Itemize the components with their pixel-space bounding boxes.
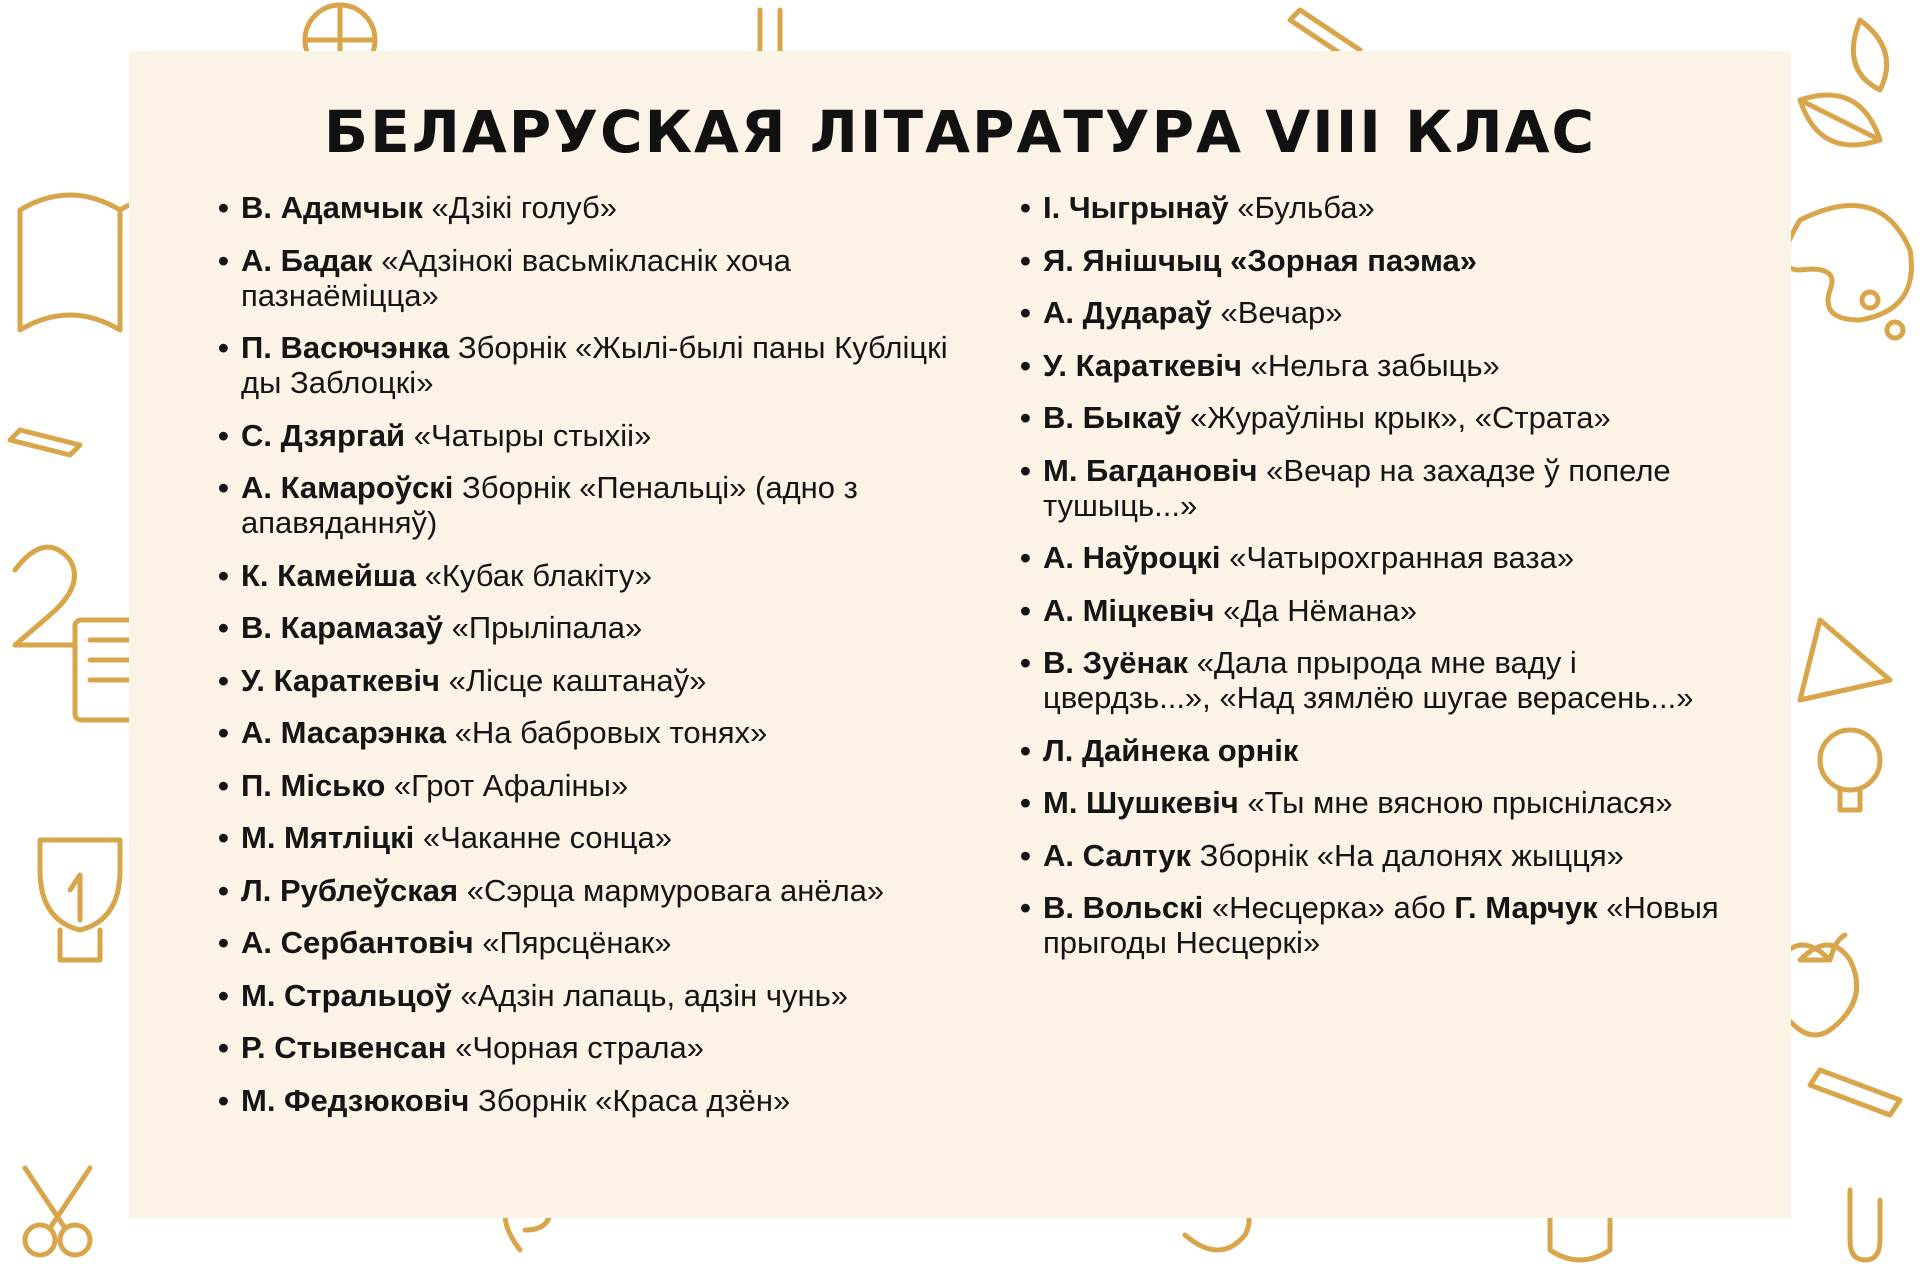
author-name: І. Чыгрынаў [1043,190,1229,225]
author-name: В. Карамазаў [241,610,443,645]
work-title: «Адзін лапаць, адзін чунь» [451,977,849,1013]
reading-list-item [218,330,958,400]
author-name: А. Міцкевіч [1043,592,1215,628]
palette-icon [1785,205,1911,338]
work-title: «Да Нёмана» [1214,592,1418,628]
reading-list-item [1020,733,1720,768]
reading-list-item [1020,890,1720,960]
reading-list-item [1020,645,1720,715]
work-title: «Бульба» [1228,190,1375,225]
author-name: Л. Дайнека орнік [1043,732,1299,768]
author-name: М. Стральцоў [241,977,452,1013]
author-name: У. Караткевіч [241,662,440,698]
work-title: «Лісце каштанаў» [439,662,707,698]
work-title: «Адзінокі васьмікласнік хоча пазнаёміцца» [241,242,791,313]
work-title: Зборнік «На далонях жыцця» [1191,837,1624,873]
reading-list-item [1020,190,1720,225]
author-name: А. Бадак [241,242,373,278]
author-name: М. Федзюковіч [241,1082,470,1118]
author-name: А. Салтук [1043,837,1192,873]
author-name: П. Місько [241,767,386,803]
leaf-icon [1853,20,1886,90]
work-title: «Вечар на захадзе ў попеле тушыць...» [1043,452,1671,523]
reading-list-item [1020,540,1720,575]
reading-list-item [218,768,958,803]
author-name: К. Камейша [241,557,416,593]
author-name: М. Багдановіч [1043,452,1258,488]
author-name: А. Сербантовіч [241,925,474,960]
author-name: П. Васючэнка [241,330,450,365]
pencil-icon [1810,1070,1900,1115]
reading-list-item [218,820,958,855]
work-title: «Ты мне вясною прыснілася» [1238,785,1673,820]
reading-list-item [218,873,958,908]
reading-list-item [1020,785,1720,820]
work-title: «Чатырохгранная ваза» [1220,540,1575,575]
reading-list-item [1020,243,1720,278]
work-title: Зборнік «Краса дзён» [469,1082,791,1118]
pencil-icon [10,430,80,455]
author-name: Р. Стывенсан [241,1030,447,1065]
author-name: М. Мятліцкі [241,820,415,855]
scissors-icon [25,1168,90,1255]
author-name: В. Быкаў [1043,400,1182,435]
reading-list-item [218,243,958,313]
reading-list-left [218,190,958,1135]
work-title: «Кубак блакіту» [416,557,652,593]
reading-list-item [218,1030,958,1065]
author-name: В. Зуёнак [1043,645,1188,680]
reading-list-item [1020,453,1720,523]
trophy-icon [40,840,120,960]
work-title: «Чатыры стыхіі» [405,417,652,453]
page-title: БЕЛАРУСКАЯ ЛІТАРАТУРА VIII КЛАС [323,98,1597,166]
author-name: Г. Марчук [1454,890,1598,925]
work-title: «Жураўліны крык», «Страта» [1181,400,1611,435]
work-title: «Грот Афаліны» [385,767,629,803]
reading-list-item [218,558,958,593]
reading-list-item [218,470,958,540]
author-name: Я. Янішчыц «Зорная паэма» [1043,242,1477,278]
reading-list-item [218,418,958,453]
reading-list-item [1020,348,1720,383]
reading-list-item [1020,838,1720,873]
clip-icon [1850,1190,1880,1260]
author-name: В. Адамчык [241,190,423,225]
lightbulb-icon [1820,730,1880,810]
work-title: Зборнік «Жылі-былі паны Кубліцкі ды Заблоцкі» [241,330,948,400]
author-name: А. Дудараў [1043,295,1212,330]
reading-list-item [1020,593,1720,628]
leaf-icon [1800,95,1880,145]
author-name: Л. Рублеўская [241,872,459,908]
reading-list-item [218,715,958,750]
work-title: «На бабровых тонях» [446,715,768,750]
reading-list-item [1020,295,1720,330]
reading-list-item [218,978,958,1013]
work-title: «Вечар» [1211,295,1343,330]
work-title: «Пярсцёнак» [473,925,672,960]
author-name: М. Шушкевіч [1043,785,1239,820]
work-title: «Нельга забыць» [1241,347,1500,383]
author-name: А. Наўроцкі [1043,540,1221,575]
author-name: С. Дзяргай [241,417,406,453]
author-name: У. Караткевіч [1043,347,1242,383]
author-name: А. Масарэнка [241,715,447,750]
work-title: «Сэрца мармуровага анёла» [458,872,885,908]
reading-list-item [218,1083,958,1118]
reading-list-item [218,663,958,698]
work-title: «Несцерка» або [1203,890,1455,925]
number-two-icon [15,547,75,645]
reading-list-right [1020,190,1720,978]
author-name: А. Камароўскі [241,470,454,505]
author-name: В. Вольскі [1043,890,1204,925]
work-title: «Чаканне сонца» [414,820,673,855]
work-title: «Новыя прыгоды Несцеркі» [1043,890,1719,960]
triangle-ruler-icon [1800,620,1890,700]
reading-list-item [218,925,958,960]
work-title: «Дзікі голуб» [422,190,618,225]
work-title: «Прыліпала» [442,610,643,645]
work-title: Зборнік «Пенальці» (адно з апавяданняў) [241,470,858,540]
work-title: «Чорная страла» [446,1030,705,1065]
reading-list-item [218,190,958,225]
reading-list-item [218,610,958,645]
reading-list-item [1020,400,1720,435]
work-title: «Дала прырода мне ваду і цвердзь...», «Над зямлёю шугае верасень...» [1043,645,1694,715]
